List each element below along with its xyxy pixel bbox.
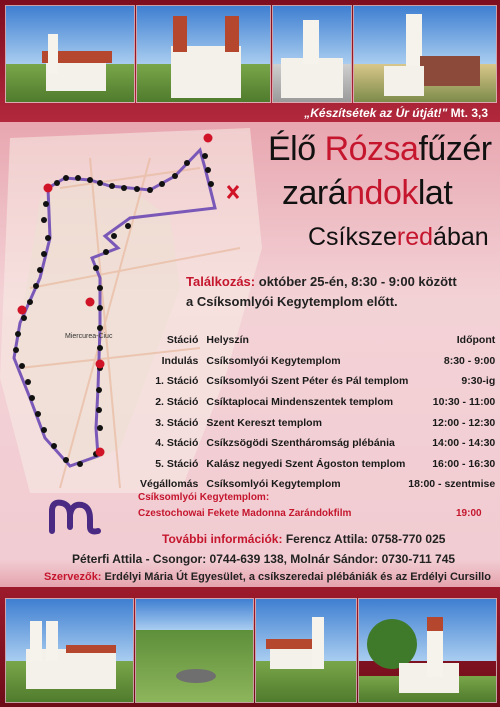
title-line-1: Élő Rózsafűzér xyxy=(268,130,492,168)
schedule-header: Stáció Helyszín Időpont xyxy=(166,334,496,347)
organizers: Szervezők: Erdélyi Mária Út Egyesület, a csíkszeredai plébániák és az Erdélyi Cursillo xyxy=(44,571,491,583)
title-line-2: zarándoklat xyxy=(282,174,453,212)
info-contact-1: További információk: Ferencz Attila: 0758-770 025 xyxy=(162,532,446,546)
table-row: 4. Stáció Csíkzsögödi Szentháromság plébánia 14:00 - 14:30 xyxy=(155,437,496,450)
church-photo-6 xyxy=(255,598,357,703)
church-photo-1 xyxy=(5,5,135,103)
church-photo-5 xyxy=(5,598,134,703)
schedule-table xyxy=(140,330,495,495)
title-line-3: Csíkszeredában xyxy=(308,223,489,251)
church-photo-2 xyxy=(136,5,271,103)
info-contact-2: Péterfi Attila - Csongor: 0744-639 138, Molnár Sándor: 0730-711 745 xyxy=(72,552,456,566)
landscape-photo xyxy=(135,598,254,703)
film-place: Csíksomlyói Kegytemplom: xyxy=(138,492,270,503)
table-row: Végállomás Csíksomlyói Kegytemplom 18:00 - szentmise xyxy=(140,478,496,491)
film-title: Czestochowai Fekete Madonna Zarándokfilm xyxy=(138,508,352,519)
organization-logo xyxy=(48,497,102,537)
church-photo-7 xyxy=(358,598,497,703)
bible-quote: „Készítsétek az Úr útját!" Mt. 3,3 xyxy=(304,106,488,120)
church-photo-4 xyxy=(353,5,497,103)
table-row: 5. Stáció Kalász negyedi Szent Ágoston templom 16:00 - 16:30 xyxy=(155,457,496,470)
table-row: 2. Stáció Csíktaplocai Mindenszentek templom 10:30 - 11:00 xyxy=(155,396,496,409)
film-time: 19:00 xyxy=(456,508,482,519)
table-row: 1. Stáció Csíksomlyói Szent Péter és Pál templom 9:30-ig xyxy=(155,375,496,388)
map-city-label: Miercurea-Ciuc xyxy=(65,333,113,340)
table-row: Indulás Csíksomlyói Kegytemplom 8:30 - 9:00 xyxy=(161,354,496,367)
table-row: 3. Stáció Szent Kereszt templom 12:00 - 12:30 xyxy=(155,416,496,429)
meeting-info: Találkozás: október 25-én, 8:30 - 9:00 között a Csíksomlyói Kegytemplom előtt. xyxy=(186,274,457,309)
church-photo-3 xyxy=(272,5,352,103)
